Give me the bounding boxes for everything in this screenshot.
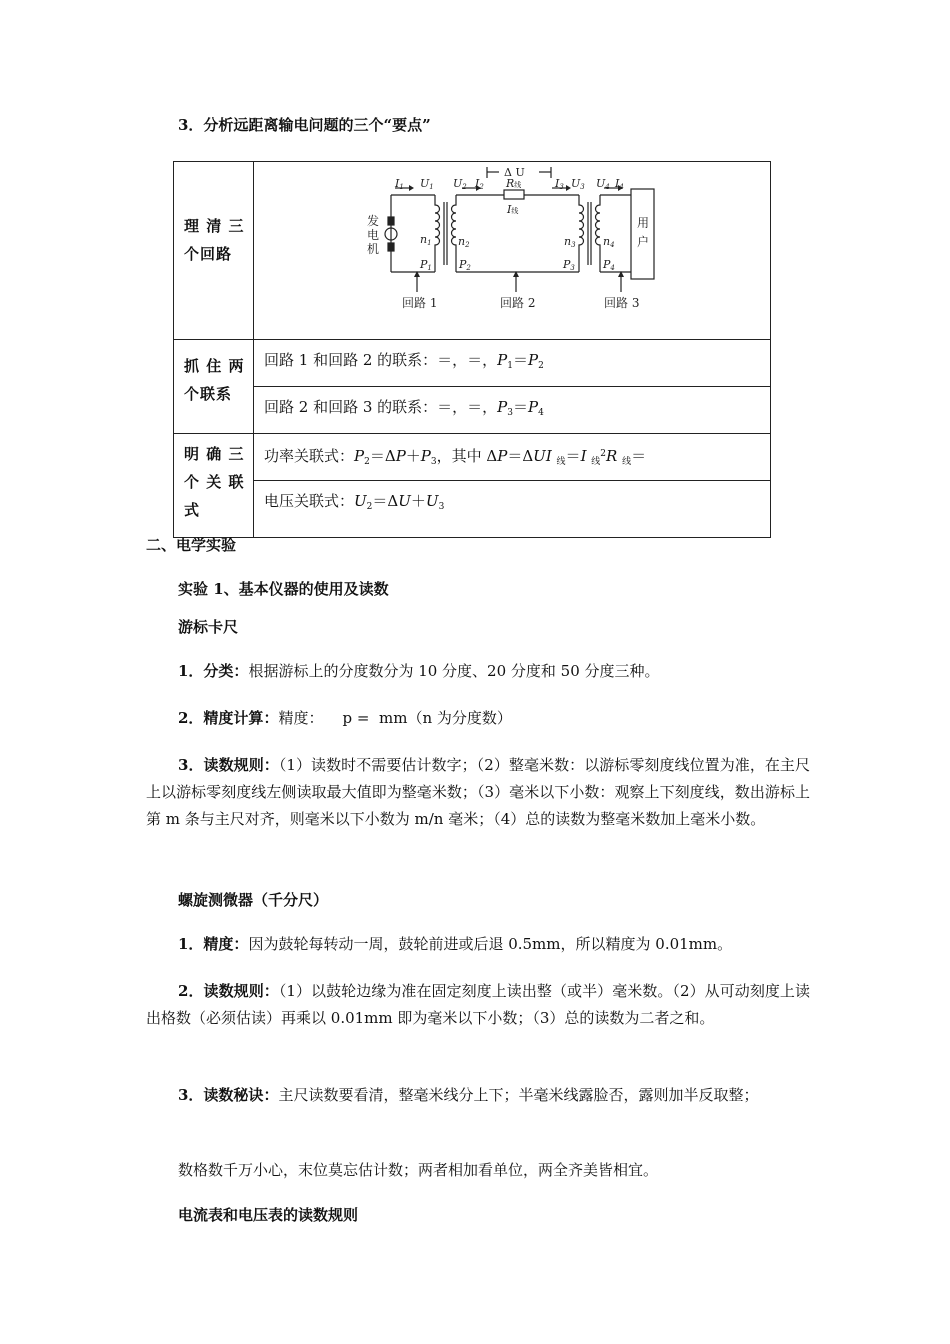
- svg-text:I3: I3: [555, 177, 564, 191]
- meters-title: 电流表和电压表的读数规则: [178, 1206, 359, 1224]
- link-loop2-loop3: 回路 2 和回路 3 的联系：＝，＝，$P_3=P_4$: [254, 387, 771, 434]
- delta-u-label: Δ U: [504, 166, 525, 179]
- circuit-diagram-cell: [254, 162, 771, 340]
- transmission-circuit-diagram: [254, 162, 771, 335]
- power-relation: 功率关联式：$P_2=\Delta P+P_3$，其中 ΔP＝ΔUI $_线$＝I $_线^2$R $_线$＝: [254, 434, 771, 481]
- loop2-label: 回路 2: [500, 296, 536, 310]
- voltage-relation: 电压关联式：$U_2=\Delta U+U_3$: [254, 481, 771, 538]
- micrometer-title: 螺旋测微器（千分尺）: [178, 891, 329, 909]
- svg-text:P1: P1: [420, 258, 432, 272]
- user-label: [637, 216, 649, 249]
- svg-text:I线: I线: [507, 203, 519, 216]
- svg-text:发: 发: [367, 214, 380, 228]
- svg-text:U4: U4: [596, 177, 610, 191]
- row-head-three-loops: 理 清 三个回路: [174, 162, 254, 340]
- svg-text:户: 户: [637, 235, 650, 249]
- loop3-label: 回路 3: [604, 296, 640, 310]
- svg-text:n3: n3: [564, 235, 576, 249]
- vernier-classification: 1．分类：根据游标上的分度数分为 10 分度、20 分度和 50 分度三种。: [178, 662, 660, 680]
- three-points-table: [173, 161, 771, 538]
- svg-text:P2: P2: [459, 258, 471, 272]
- vernier-title: 游标卡尺: [178, 618, 239, 636]
- row-head-three-relations: 明 确 三个 关 联式: [174, 434, 254, 538]
- svg-text:用: 用: [637, 216, 650, 230]
- link-loop1-loop2: 回路 1 和回路 2 的联系：＝，＝，$P_1=P_2$: [254, 340, 771, 387]
- heading-three-points: 3．分析远距离输电问题的三个“要点”: [178, 116, 431, 134]
- section-electrical-experiments: 二、电学实验: [146, 536, 237, 554]
- svg-text:I1: I1: [395, 177, 404, 191]
- vernier-reading-rules: 3．读数规则：（1）读数时不需要估计数字；（2）整毫米数：以游标零刻度线位置为准，在主尺上以游标零刻度线左侧读取最大值即为整毫米数；（3）毫米以下小数：观察上下刻度线，数出游标上第 m 条与主尺对齐，则毫米以下小数为 m/n 毫米；（4）总的读数为整毫米数加上毫米小数。: [146, 756, 810, 828]
- svg-text:n1: n1: [420, 233, 432, 247]
- svg-text:I2: I2: [475, 177, 484, 191]
- svg-text:I4: I4: [615, 177, 624, 191]
- svg-text:机: 机: [367, 242, 380, 256]
- vernier-precision: 2．精度计算：精度： p = mm（n 为分度数）: [178, 709, 512, 727]
- svg-text:n2: n2: [458, 235, 470, 249]
- generator-label: [367, 213, 379, 256]
- svg-text:P3: P3: [563, 258, 575, 272]
- svg-text:U1: U1: [420, 177, 434, 191]
- svg-text:n4: n4: [603, 235, 615, 249]
- svg-text:P4: P4: [603, 258, 615, 272]
- svg-text:R线: R线: [506, 177, 522, 190]
- micrometer-reading-tips-cont: 数格数千万小心，末位莫忘估计数；两者相加看单位，两全齐美皆相宜。: [178, 1161, 659, 1179]
- svg-text:电: 电: [367, 228, 380, 242]
- svg-text:U3: U3: [571, 177, 585, 191]
- svg-text:U2: U2: [453, 177, 467, 191]
- micrometer-precision: 1．精度：因为鼓轮每转动一周，鼓轮前进或后退 0.5mm，所以精度为 0.01mm。: [178, 935, 733, 953]
- micrometer-reading-tips: 3．读数秘诀：主尺读数要看清，整毫米线分上下；半毫米线露脸否，露则加半反取整；: [178, 1086, 759, 1104]
- row-head-two-links: 抓 住 两个联系: [174, 340, 254, 434]
- loop1-label: 回路 1: [402, 296, 438, 310]
- experiment1-title: 实验 1、基本仪器的使用及读数: [178, 580, 389, 598]
- micrometer-reading-rules: 2．读数规则：（1）以鼓轮边缘为准在固定刻度上读出整（或半）毫米数。（2）从可动刻度上读出格数（必须估读）再乘以 0.01mm 即为毫米以下小数；（3）总的读数为二者之和。: [146, 982, 810, 1027]
